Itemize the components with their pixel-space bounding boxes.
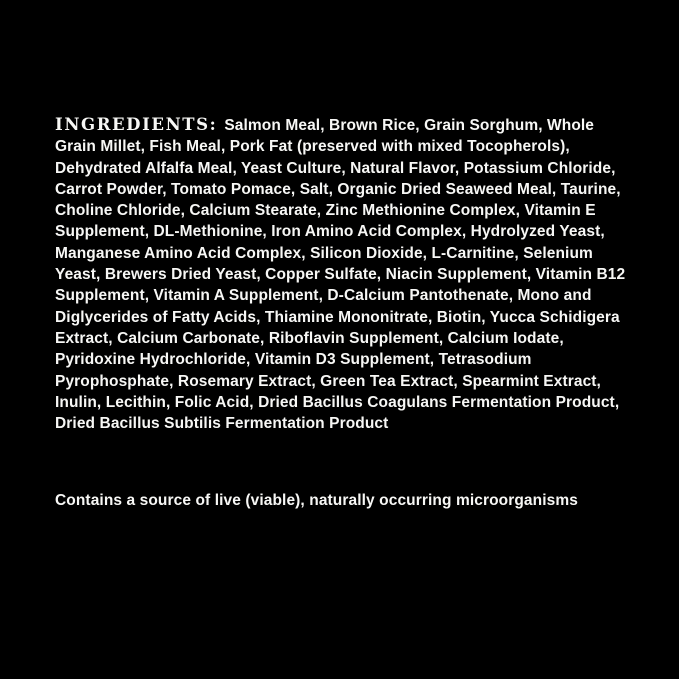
microorganisms-note: Contains a source of live (viable), naturally occurring microorganisms: [55, 492, 578, 509]
ingredients-text: Salmon Meal, Brown Rice, Grain Sorghum, Whole Grain Millet, Fish Meal, Pork Fat (preserved with mixed Tocopherols), Dehydrated Alfalfa Meal, Yeast Culture, Natural Flavor, Potassium Chloride, Carrot Powder, Tomato Pomace, Salt, Organic Dried Seaweed Meal, Taurine, Choline Chloride, Calcium Stearate, Zinc Methionine Complex, Vitamin E Supplement, DL-Methionine, Iron Amino Acid Complex, Hydrolyzed Yeast, Manganese Amino Acid Complex, Silicon Dioxide, L-Carnitine, Selenium Yeast, Brewers Dried Yeast, Copper Sulfate, Niacin Supplement, Vitamin B12 Supplement, Vitamin A Supplement, D-Calcium Pantothenate, Mono and Diglycerides of Fatty Acids, Thiamine Mononitrate, Biotin, Yucca Schidigera Extract, Calcium Carbonate, Riboflavin Supplement, Calcium Iodate, Pyridoxine Hydrochloride, Vitamin D3 Supplement, Tetrasodium Pyrophosphate, Rosemary Extract, Green Tea Extract, Spearmint Extract, Inulin, Lecithin, Folic Acid, Dried Bacillus Coagulans Fermentation Product, Dried Bacillus Subtilis Fermentation Product: [55, 117, 626, 433]
ingredients-heading: INGREDIENTS:: [55, 115, 218, 134]
ingredients-paragraph: [55, 114, 631, 434]
